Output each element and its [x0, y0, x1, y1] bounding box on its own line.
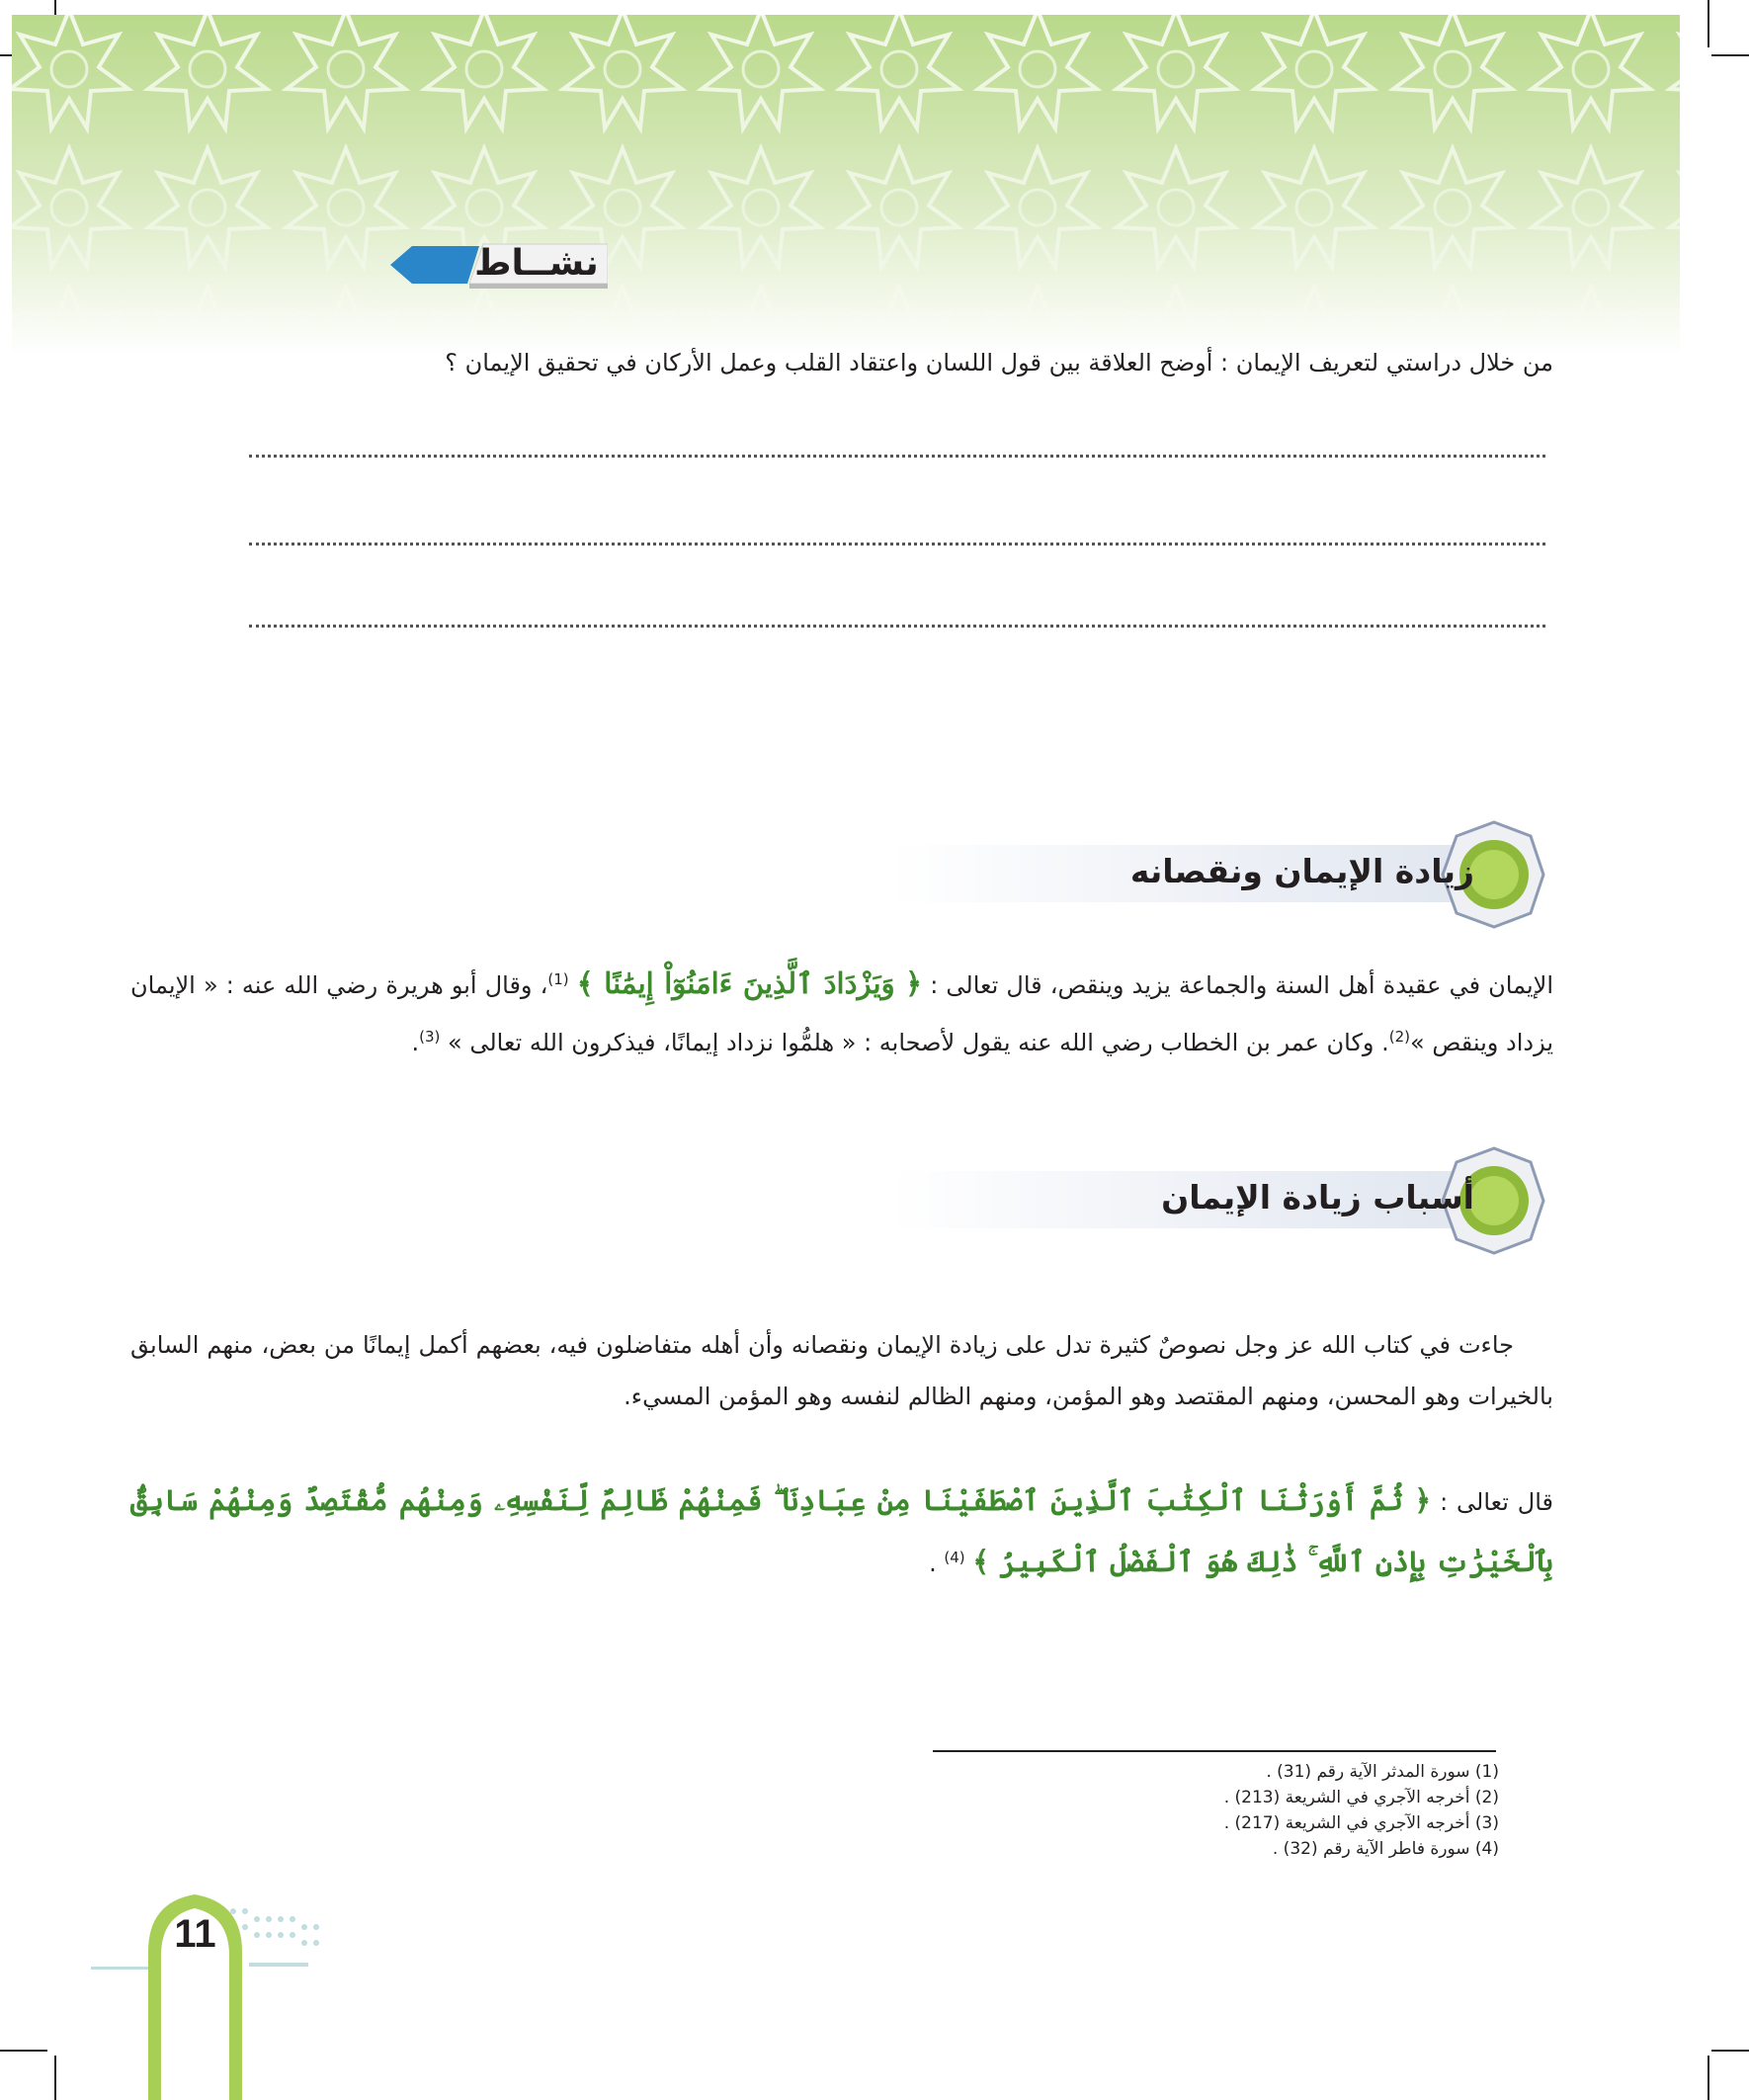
- footnote-2: (2) أخرجه الآجري في الشريعة (213) .: [1223, 1788, 1499, 1807]
- paragraph-text: قال تعالى :: [1431, 1488, 1553, 1516]
- footnote-1: (1) سورة المدثر الآية رقم (31) .: [1266, 1762, 1499, 1782]
- paragraph-text: الإيمان في عقيدة أهل السنة والجماعة يزيد وينقص، قال تعالى :: [922, 971, 1554, 999]
- answer-line[interactable]: [249, 455, 1545, 458]
- quran-verse: ﴿ ثُمَّ أَوْرَثْنَا ٱلْكِتَٰبَ ٱلَّذِينَ ٱصْطَفَيْنَا مِنْ عِبَادِنَا ۖ فَمِنْهُمْ ظَالِمٌ لِّنَفْسِهِۦ وَمِنْهُم مُّقْتَصِدٌ وَمِنْهُمْ سَابِقٌۢ بِٱلْخَيْرَٰتِ بِإِذْنِ ٱللَّهِ ۚ ذَٰلِكَ هُوَ ٱلْفَضْلُ ٱلْكَبِيرُ ﴾: [130, 1483, 1553, 1578]
- section2-verse-paragraph: [130, 1472, 1553, 1591]
- quran-verse: ﴿ وَيَزْدَادَ ٱلَّذِينَ ءَامَنُوٓاْ إِيمَٰنًا ﴾: [576, 966, 923, 1000]
- crop-mark: [1707, 0, 1709, 47]
- footnote-ref[interactable]: (4): [944, 1549, 965, 1566]
- answer-line[interactable]: [249, 543, 1545, 546]
- paragraph-text: .: [411, 1029, 420, 1056]
- paragraph-text: .: [929, 1550, 945, 1577]
- section-title-causes: أسباب زيادة الإيمان: [1161, 1178, 1474, 1217]
- footnote-ref[interactable]: (2): [1388, 1028, 1411, 1046]
- section1-paragraph: [130, 954, 1553, 1068]
- footnote-4: (4) سورة فاطر الآية رقم (32) .: [1272, 1839, 1499, 1859]
- section2-paragraph: جاءت في كتاب الله عز وجل نصوصٌ كثيرة تدل على زيادة الإيمان ونقصانه وأن أهله متفاضلون فيه، بعضهم أكمل إيمانًا من بعض، منهم السابق بالخيرات وهو المحسن، ومنهم المقتصد وهو المؤمن، ومنهم الظالم لنفسه وهو المؤمن المسيء.: [130, 1331, 1553, 1410]
- activity-label: نشــاط: [474, 243, 599, 284]
- crop-mark: [1711, 54, 1749, 56]
- crop-mark: [54, 2056, 56, 2100]
- activity-question: من خلال دراستي لتعريف الإيمان : أوضح العلاقة بين قول اللسان واعتقاد القلب وعمل الأركان في تحقيق الإيمان ؟: [445, 349, 1553, 377]
- crop-mark: [1707, 2056, 1709, 2100]
- answer-line[interactable]: [249, 625, 1545, 628]
- paragraph-text: . وكان عمر بن الخطاب رضي الله عنه يقول لأصحابه : « هلمُّوا نزداد إيمانًا، فيذكرون الله تعالى »: [440, 1029, 1389, 1056]
- footnote-ref[interactable]: (3): [419, 1028, 441, 1046]
- crop-mark: [0, 2050, 47, 2052]
- paragraph-text: ، وقال أبو هريرة رضي الله عنه : « الإيمان يزداد وينقص »: [130, 971, 1553, 1056]
- page-number: 11: [174, 1912, 216, 1956]
- footnote-3: (3) أخرجه الآجري في الشريعة (217) .: [1223, 1813, 1499, 1833]
- section-title-increase-decrease: زيادة الإيمان ونقصانه: [1129, 852, 1474, 890]
- header-pattern: [0, 0, 1680, 356]
- crop-mark: [1711, 2050, 1749, 2052]
- footnote-ref[interactable]: (1): [547, 970, 569, 988]
- footnote-divider: [933, 1750, 1496, 1752]
